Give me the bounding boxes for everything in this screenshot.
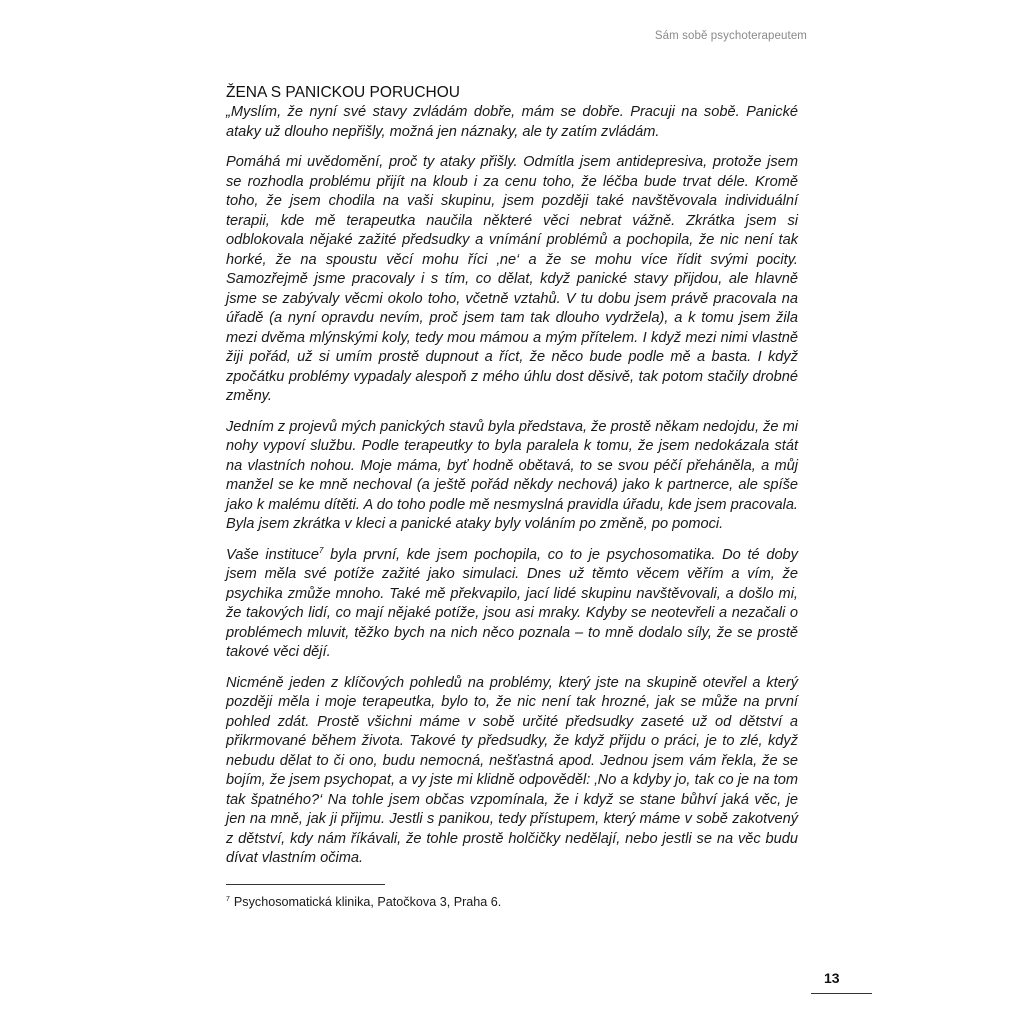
- paragraph-1: „Myslím, že nyní své stavy zvládám dobře, mám se dobře. Pracuji na sobě. Panické ataky už dlouho nepřišly, možná jen náznaky, ale ty zatím zvládám.: [226, 104, 798, 140]
- section-title: ŽENA S PANICKOU PORUCHOU: [226, 84, 460, 101]
- footnote-marker: 7: [226, 896, 230, 903]
- footnote-divider: [226, 884, 385, 885]
- page-number-rule: [811, 993, 872, 994]
- running-head: Sám sobě psychoterapeutem: [654, 30, 807, 42]
- paragraph-4-rest: byla první, kde jsem pochopila, co to je psychosomatika. Do té doby jsem měla své potíže zažité jako simulaci. Dnes už těmto věcem věřím a vím, že psychika zmůže mnoho. Také mě překvapilo, jací lidé skupinu navštěvovali, a došlo mi, že takových lidí, co mají nějaké potíže, jsou asi mraky. Kdyby se neotevřeli a nezačali o problémech mluvit, těžko bych na nich něco poznala – to mně dodalo síly, že se prostě takové věci dějí.: [226, 546, 798, 660]
- footnote: [226, 895, 786, 909]
- main-text: [226, 83, 798, 880]
- page-number: 13: [824, 970, 840, 986]
- footnote-reference[interactable]: 7: [318, 545, 324, 555]
- paragraph-5: Nicméně jeden z klíčových pohledů na problémy, který jste na skupině otevřel a který později měla i moje terapeutka, bylo to, že nic není tak hrozné, jak se může na první pohled zdát. Prostě všichni máme v sobě určité předsudky zaseté už od dětství a přikrmované během života. Takové ty předsudky, že když přijdu o práci, je to zlé, když nebudu dělat to či ono, budu nemocná, nešťastná apod. Jednou jsem vám řekla, že se bojím, že jsem psychopat, a vy jste mi klidně odpověděl: ‚No a kdyby jo, tak co je na tom tak špatného?‘ Na tohle jsem občas vzpomínala, že i když se stane bůhví jaká věc, je jen na mně, jak ji přijmu. Jestli s panikou, tedy přístupem, který máme v sobě zakotvený z dětství, kdy nám říkávali, že tohle prostě holčičky nedělají, nebo jestli se na věc budu dívat vlastním očima.: [226, 674, 798, 866]
- footnote-text: Psychosomatická klinika, Patočkova 3, Praha 6.: [233, 895, 502, 909]
- paragraph-3: Jedním z projevů mých panických stavů byla představa, že prostě někam nedojdu, že mi nohy vypoví službu. Podle terapeutky to byla paralela k tomu, že jsem nedokázala stát na vlastních nohou. Moje máma, byť hodně obětavá, to se svou péčí přeháněla, a můj manžel se ke mně nechoval (a ještě pořád někdy nechová) jako k partnerce, ale spíše jako k malému dítěti. A do toho podle mě nesmyslná pravidla úřadu, kde jsem pracovala. Byla jsem zkrátka v kleci a panické ataky byly voláním po změně, po pomoci.: [226, 418, 798, 532]
- paragraph-4-lead: Vaše instituce: [226, 546, 319, 563]
- paragraph-4: [226, 546, 798, 663]
- paragraph-2: Pomáhá mi uvědomění, proč ty ataky přišly. Odmítla jsem antidepresiva, protože jsem se rozhodla problému přijít na kloub i za cenu toho, že léčba bude trvat déle. Kromě toho, že jsem chodila na vaši skupinu, jsem později také navštěvovala individuální terapii, kde mě terapeutka naučila některé věci nebrat vážně. Zkrátka jsem si odblokovala nějaké zažité předsudky a vnímání problémů a pochopila, že nic není tak horké, že na spoustu věcí mohu říci ‚ne‘ a že se mohu více řídit svými pocity. Samozřejmě jsme pracovaly i s tím, co dělat, když panické stavy přijdou, ale hlavně jsme se zabývaly věcmi okolo toho, včetně vztahů. V tu dobu jsem právě pracovala na úřadě (a nyní opravdu nevím, proč jsem tam tak dlouho vydržela), a k tomu jsem žila mezi dvěma mlýnskými koly, tedy mou mámou a mým přítelem. I když mezi nimi vlastně žiji pořád, už si umím prostě dupnout a říct, že něco bude podle mě a basta. I když zpočátku problémy vypadaly alespoň z mého úhlu dost děsivě, tak potom stačily drobné změny.: [226, 154, 798, 404]
